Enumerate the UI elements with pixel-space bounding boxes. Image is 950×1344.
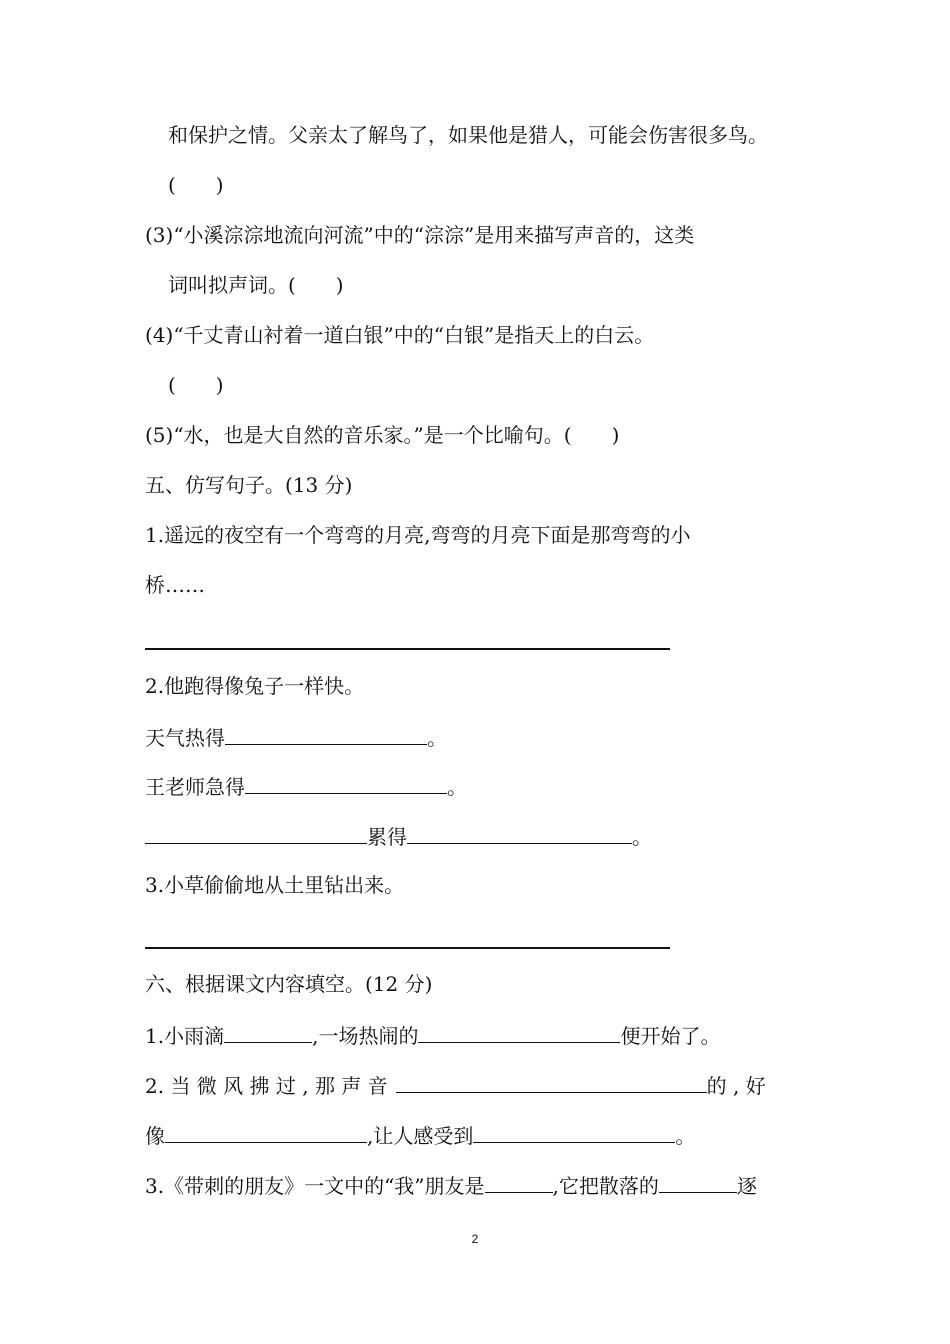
q5-s2a-prefix: 天气热得 (145, 726, 225, 750)
q6-f3-blank2[interactable] (659, 1170, 737, 1193)
q4-item4-answer-paren: ( ) (168, 373, 224, 397)
q5-sentence2-b (145, 771, 467, 801)
q5-s2a-period: 。 (427, 726, 447, 750)
q5-s2b-prefix: 王老师急得 (145, 775, 245, 799)
q6-f2-blank1[interactable] (396, 1070, 707, 1093)
q4-item5: (5)“水，也是大自然的音乐家。”是一个比喻句。( ) (145, 423, 620, 447)
q5-s2c-period: 。 (632, 825, 652, 849)
q5-sentence2-a (145, 722, 447, 752)
q5-s2b-period: 。 (447, 775, 467, 799)
q6-fill3-line1 (145, 1170, 757, 1200)
q5-sentence1-line1: 1.遥远的夜空有一个弯弯的月亮,弯弯的月亮下面是那弯弯的小 (145, 523, 691, 547)
q6-f2-like: 像 (145, 1124, 165, 1148)
q4-item4-line1: (4)“千丈青山衬着一道白银”中的“白银”是指天上的白云。 (145, 323, 655, 347)
q6-f2-feel: ,让人感受到 (367, 1124, 474, 1148)
q5-s2c-blank-result[interactable] (407, 821, 632, 844)
q6-f1-blank1[interactable] (224, 1020, 312, 1043)
page-number: 2 (471, 1232, 479, 1246)
q6-f3-middle: ,它把散落的 (552, 1174, 659, 1198)
q5-sentence2-c (145, 821, 652, 851)
q6-f1-blank2[interactable] (418, 1020, 620, 1043)
q6-f2-suffix: 的 , 好 (706, 1074, 766, 1098)
q5-sentence3-answer-line[interactable] (145, 947, 670, 949)
q6-f2-blank3[interactable] (473, 1120, 675, 1143)
q6-fill1 (145, 1020, 720, 1050)
q5-sentence1-line2: 桥…… (145, 573, 205, 597)
q6-f2-prefix: 2. 当 微 风 拂 过 , 那 声 音 (145, 1074, 388, 1098)
q6-fill2-line2 (145, 1120, 695, 1150)
q5-heading: 五、仿写句子。(13 分) (145, 473, 353, 497)
q6-f1-middle: ,一场热闹的 (312, 1024, 419, 1048)
q5-s2c-blank-subject[interactable] (145, 821, 367, 844)
q6-f1-prefix: 1.小雨滴 (145, 1024, 225, 1048)
q5-sentence3-model: 3.小草偷偷地从土里钻出来。 (145, 873, 405, 897)
q5-sentence1-answer-line[interactable] (145, 648, 670, 650)
q6-f3-prefix: 3.《带刺的朋友》一文中的“我”朋友是 (145, 1174, 485, 1198)
q5-sentence2-model: 2.他跑得像兔子一样快。 (145, 674, 365, 698)
q6-f2-blank2[interactable] (165, 1120, 367, 1143)
q4-item3-line1: (3)“小溪淙淙地流向河流”中的“淙淙”是用来描写声音的，这类 (145, 223, 695, 247)
q5-s2b-blank[interactable] (245, 771, 447, 794)
q6-f2-period: 。 (675, 1124, 696, 1148)
q6-fill2-line1 (145, 1070, 766, 1100)
q6-f3-suffix: 逐 (736, 1174, 757, 1198)
q6-f1-suffix: 便开始了。 (620, 1024, 721, 1048)
q4-item3-line2: 词叫拟声词。( ) (168, 273, 344, 297)
q6-heading: 六、根据课文内容填空。(12 分) (145, 972, 433, 996)
q4-item2-answer-paren: ( ) (168, 173, 224, 197)
q5-s2c-middle: 累得 (367, 825, 407, 849)
q6-f3-blank1[interactable] (485, 1170, 553, 1193)
q5-s2a-blank[interactable] (225, 722, 427, 745)
q4-item2-continuation: 和保护之情。父亲太了解鸟了，如果他是猎人，可能会伤害很多鸟。 (168, 123, 768, 147)
